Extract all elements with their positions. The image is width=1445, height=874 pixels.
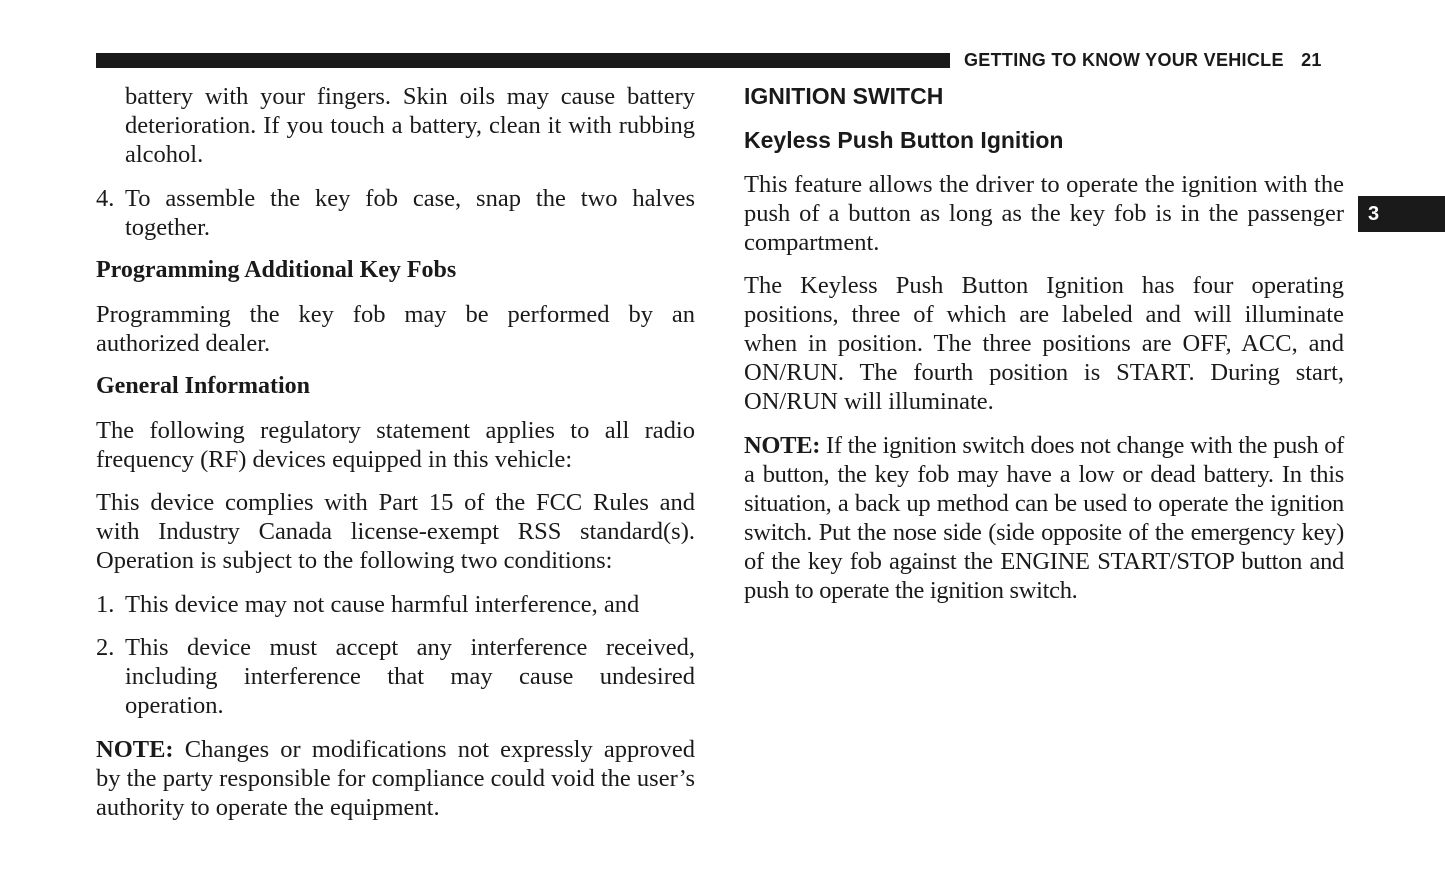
chapter-tab: [1358, 196, 1445, 232]
chapter-number: 3: [1368, 203, 1380, 225]
note-label-left: NOTE:: [96, 735, 174, 763]
condition-2-number: 2.: [96, 634, 115, 661]
note-text-right: If the ignition switch does not change with the push of a button, the key fob may have a low or dead battery. In this situation, a back up method can be used to operate the ignition switch. Put the nose side (side opposite of the emergency key) of the key fob against the ENGINE START/STOP button and push to operate the ignition switch.: [744, 431, 1345, 604]
continued-paragraph: battery with your fingers. Skin oils may cause battery deterioration. If you touch a battery, clean it with rubbing alcohol.: [125, 83, 695, 168]
step-4-text: To assemble the key fob case, snap the two halves together.: [125, 184, 695, 241]
programming-heading: Programming Additional Key Fobs: [96, 257, 457, 283]
step-4: [96, 184, 695, 242]
general-paragraph: The following regulatory statement applies to all radio frequency (RF) devices equipped in this vehicle:: [96, 416, 695, 473]
programming-paragraph: Programming the key fob may be performed by an authorized dealer.: [96, 300, 695, 357]
compliance-paragraph: This device complies with Part 15 of the FCC Rules and with Industry Canada license-exempt RSS standard(s). Operation is subject to the following two conditions:: [96, 489, 695, 574]
note-paragraph-right: [744, 431, 1344, 605]
condition-1-text: This device may not cause harmful interference, and: [125, 590, 640, 618]
page-number: 21: [1301, 50, 1322, 70]
running-header: [964, 50, 1322, 71]
general-heading: General Information: [96, 373, 310, 399]
note-paragraph-left: [96, 735, 695, 822]
positions-paragraph: The Keyless Push Button Ignition has four operating positions, three of which are labeled and will illuminate when in position. The three positions are OFF, ACC, and ON/RUN. The fourth position is START. During start, ON/RUN will illuminate.: [744, 272, 1344, 415]
feature-paragraph: This feature allows the driver to operate the ignition with the push of a button as long as the key fob is in the passenger compartment.: [744, 170, 1344, 256]
header-rule: [96, 53, 950, 68]
section-title: GETTING TO KNOW YOUR VEHICLE: [964, 50, 1284, 70]
right-column: [744, 82, 1344, 619]
note-text-left: Changes or modifications not expressly approved by the party responsible for compliance could void the user’s authority to operate the equipment.: [96, 735, 695, 821]
condition-1: [96, 590, 695, 619]
condition-1-number: 1.: [96, 590, 115, 618]
condition-2-text: This device must accept any interference received, including interference that may cause undesired operation.: [125, 634, 695, 719]
keyless-ignition-subheading: Keyless Push Button Ignition: [744, 127, 1064, 153]
ignition-switch-heading: IGNITION SWITCH: [744, 83, 944, 109]
step-4-number: 4.: [96, 184, 115, 212]
left-column: [96, 82, 695, 836]
condition-2: [96, 633, 695, 720]
note-label-right: NOTE:: [744, 431, 821, 459]
